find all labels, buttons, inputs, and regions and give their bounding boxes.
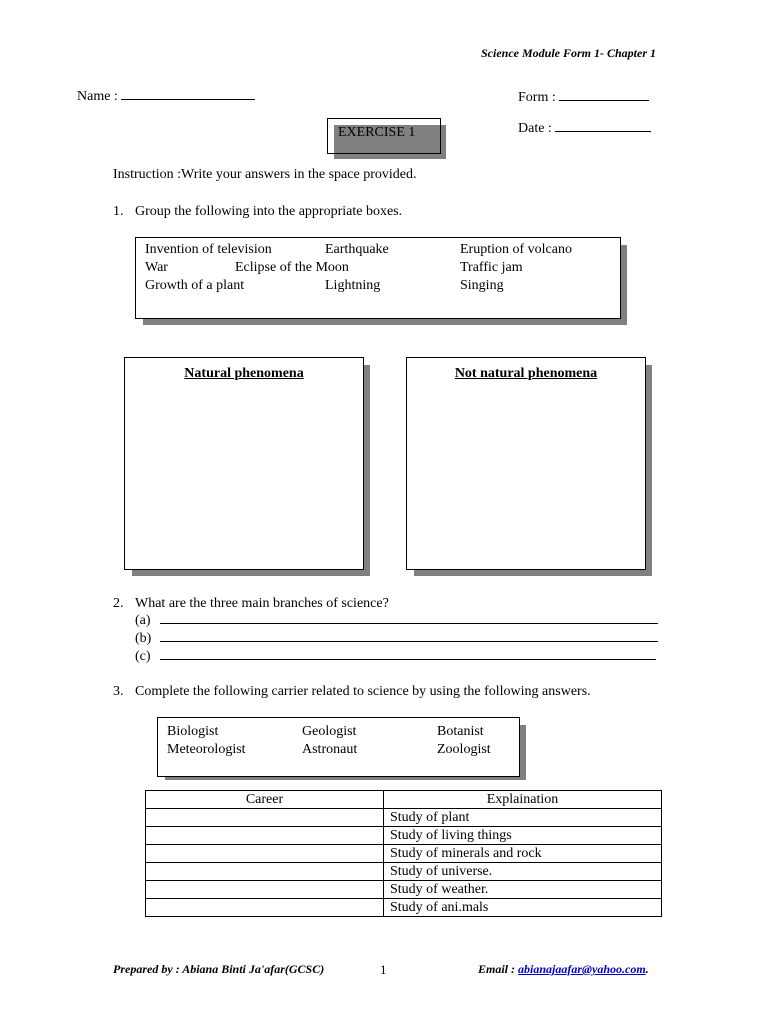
list-item: Traffic jam — [460, 260, 523, 275]
list-item: Singing — [460, 278, 504, 293]
list-item: Lightning — [325, 278, 381, 293]
list-item: Eclipse of the Moon — [235, 260, 349, 275]
date-blank[interactable] — [555, 131, 651, 132]
answer-c-label: (c) — [135, 649, 151, 664]
table-row — [146, 845, 662, 863]
explaination-header: Explaination — [384, 791, 662, 809]
form-field — [518, 90, 649, 106]
table-row — [146, 863, 662, 881]
email-link[interactable]: abianajaafar@yahoo.com — [518, 962, 646, 976]
form-blank[interactable] — [559, 100, 649, 101]
list-item: War — [145, 260, 168, 275]
list-item: Botanist — [437, 724, 484, 739]
date-field — [518, 121, 651, 137]
answer-a-label: (a) — [135, 613, 151, 628]
question-1-number: 1. — [113, 204, 124, 219]
question-3 — [113, 684, 591, 700]
career-cell[interactable] — [146, 845, 384, 863]
answer-c — [135, 649, 656, 665]
prepared-by: Prepared by : Abiana Binti Ja'afar(GCSC) — [113, 962, 325, 976]
list-item: Astronaut — [302, 742, 358, 757]
list-item: Meteorologist — [167, 742, 246, 757]
natural-phenomena-box[interactable] — [124, 357, 364, 570]
career-cell[interactable] — [146, 863, 384, 881]
career-cell[interactable] — [146, 827, 384, 845]
career-cell[interactable] — [146, 881, 384, 899]
exercise-title: EXERCISE 1 — [338, 125, 416, 140]
natural-phenomena-title: Natural phenomena — [184, 366, 304, 381]
career-header: Career — [146, 791, 384, 809]
table-row — [146, 899, 662, 917]
answer-c-blank[interactable] — [160, 659, 656, 660]
question-3-text: Complete the following carrier related to science by using the following answers. — [135, 684, 591, 699]
question-1 — [113, 204, 402, 220]
name-blank[interactable] — [121, 99, 255, 100]
list-item: Biologist — [167, 724, 219, 739]
name-label: Name : — [77, 89, 118, 104]
explaination-cell: Study of minerals and rock — [384, 845, 662, 863]
list-item: Invention of television — [145, 242, 272, 257]
career-cell[interactable] — [146, 809, 384, 827]
q3-options-box — [157, 717, 520, 777]
email-suffix: . — [645, 962, 649, 976]
explaination-cell: Study of weather. — [384, 881, 662, 899]
question-2 — [113, 596, 389, 612]
explaination-cell: Study of living things — [384, 827, 662, 845]
q1-items-box — [135, 237, 621, 319]
not-natural-phenomena-title: Not natural phenomena — [454, 366, 598, 381]
email-label: Email : — [478, 962, 519, 976]
career-cell[interactable] — [146, 899, 384, 917]
explaination-cell: Study of ani.mals — [384, 899, 662, 917]
answer-b-label: (b) — [135, 631, 152, 646]
list-item: Geologist — [302, 724, 357, 739]
form-label: Form : — [518, 90, 556, 105]
explaination-cell: Study of plant — [384, 809, 662, 827]
table-row — [146, 881, 662, 899]
page-number: 1 — [380, 962, 387, 977]
answer-b — [135, 631, 658, 647]
running-header: Science Module Form 1- Chapter 1 — [480, 46, 656, 60]
answer-b-blank[interactable] — [160, 641, 658, 642]
list-item: Growth of a plant — [145, 278, 245, 293]
date-label: Date : — [518, 121, 552, 136]
question-3-number: 3. — [113, 684, 124, 699]
list-item: Zoologist — [437, 742, 491, 757]
question-2-text: What are the three main branches of science? — [135, 596, 389, 611]
table-row — [146, 809, 662, 827]
exercise-title-box — [327, 118, 441, 154]
email-footer — [478, 962, 649, 977]
table-header-row — [146, 791, 662, 809]
list-item: Eruption of volcano — [460, 242, 572, 257]
not-natural-phenomena-box[interactable] — [406, 357, 646, 570]
question-1-text: Group the following into the appropriate boxes. — [135, 204, 403, 219]
instruction: Instruction :Write your answers in the space provided. — [113, 167, 417, 182]
name-field — [77, 89, 255, 105]
answer-a — [135, 613, 658, 629]
list-item: Earthquake — [325, 242, 389, 257]
career-table — [145, 790, 662, 917]
answer-a-blank[interactable] — [160, 623, 658, 624]
question-2-number: 2. — [113, 596, 124, 611]
explaination-cell: Study of universe. — [384, 863, 662, 881]
table-row — [146, 827, 662, 845]
